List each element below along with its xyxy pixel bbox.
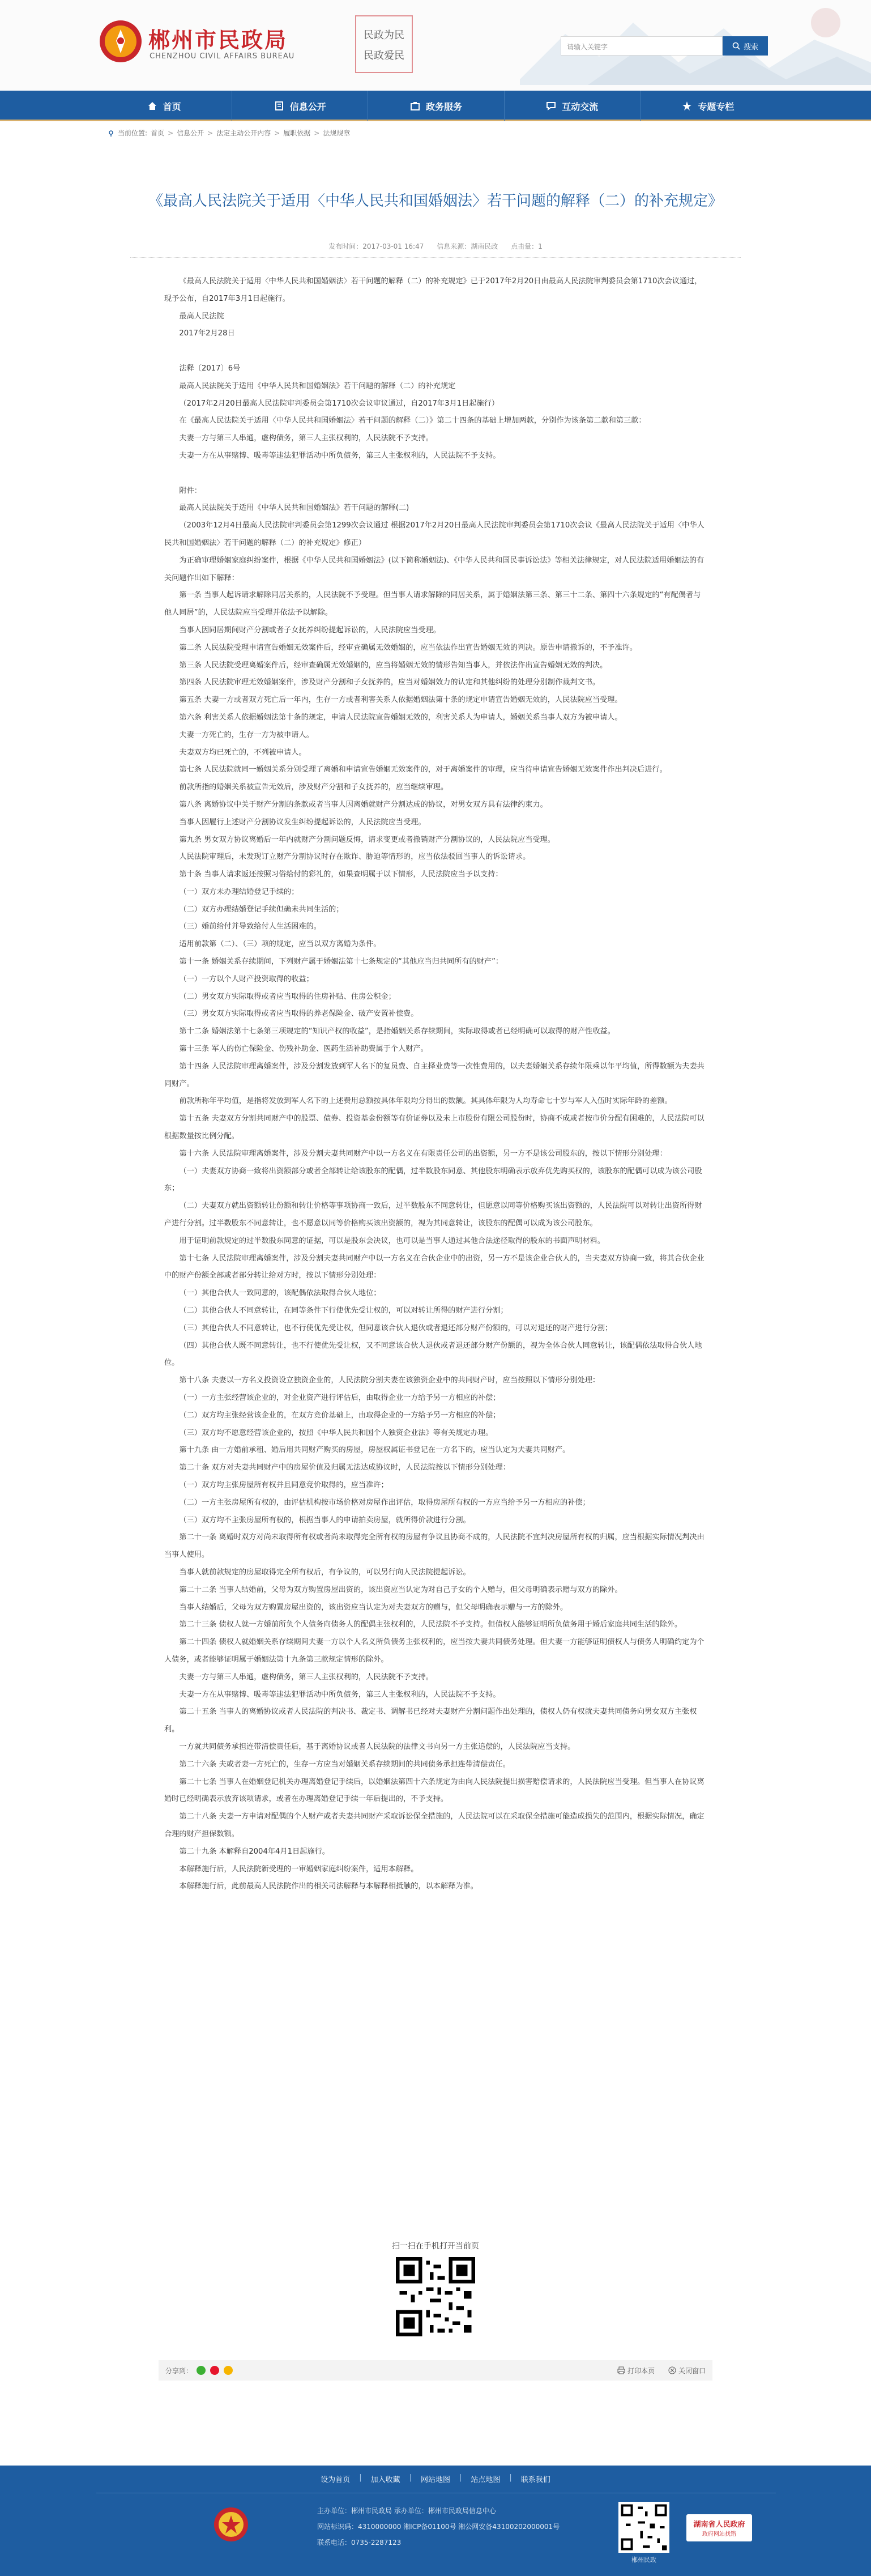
hits-count: 1 (538, 242, 543, 250)
breadcrumb-item-home[interactable]: 首页 (151, 129, 165, 137)
footer-host: 主办单位：郴州市民政局 承办单位：郴州市民政局信息中心 (317, 2507, 496, 2515)
breadcrumb-prefix: 当前位置: (118, 129, 148, 137)
article-paragraph: （一）一方以个人财产投资取得的收益； (179, 974, 314, 983)
nav-item-label: 专题专栏 (698, 101, 735, 112)
nav-item-home[interactable] (96, 91, 232, 121)
close-label: 关闭窗口 (678, 2366, 706, 2375)
breadcrumb-item-public[interactable]: 法定主动公开内容 (216, 129, 271, 137)
print-label: 打印本页 (627, 2366, 655, 2375)
article-toolbar (159, 2360, 712, 2381)
article-paragraph: 一方就共同债务承担连带清偿责任后，基于离婚协议或者人民法院的法律文书向另一方主张追偿的，人民法院应当支持。 (179, 1742, 575, 1751)
article-paragraph: 第八条 离婚协议中关于财产分割的条款或者当事人因离婚就财产分割达成的协议，对男女双方具有法律约束力。 (179, 800, 548, 809)
article-paragraph: （二）夫妻双方就出资额转让份额和转让价格等事项协商一致后，过半数股东不同意转让，但愿意以同等价格购买该出资额的，人民法院可以对转让出资所得财产进行分割。过半数股东不同意转让，也不愿意以同等价格购买该出资额的，视为其同意转让，该股东的配偶可以成为该公司股东。 (164, 1202, 702, 1228)
badge-top-text: 湖南省人民政府 (693, 2520, 745, 2529)
article-paragraph: （三）婚前给付并导致给付人生活困难的。 (179, 922, 321, 931)
footer-link-contact[interactable]: 联系我们 (520, 2476, 550, 2484)
site-footer (0, 2466, 871, 2576)
footer-link-sitemap[interactable]: 网站地图 (420, 2476, 450, 2484)
article-paragraph: 最高人民法院关于适用《中华人民共和国婚姻法》若干问题的解释(二) (179, 504, 409, 513)
qzone-share-icon[interactable] (223, 2365, 233, 2375)
chat-icon (546, 101, 556, 111)
article-paragraph: 夫妻一方在从事赌博、吸毒等违法犯罪活动中所负债务，第三人主张权利的，人民法院不予支持。 (179, 1690, 501, 1699)
footer-icp: 网站标识码：4310000000 湘ICP备01100号 湘公网安备43100202000001号 (317, 2523, 560, 2531)
breadcrumb (108, 128, 350, 138)
info-icon (274, 101, 284, 111)
article-paragraph: 第十四条 人民法院审理离婚案件，涉及分割发放到军人名下的复员费、自主择业费等一次性费用的，以夫妻婚姻关系存续年限乘以年平均值，所得数额为夫妻共同财产。 (164, 1062, 705, 1088)
hits-label: 点击量： (511, 242, 539, 250)
article-paragraph: 前款所指的婚姻关系被宣告无效后，涉及财产分割和子女抚养的，应当继续审理。 (179, 783, 449, 792)
article-paragraph: 人民法院审理后，未发现订立财产分割协议时存在欺诈、胁迫等情形的，应当依法驳回当事人的诉讼请求。 (179, 853, 531, 862)
article-paragraph: 第九条 男女双方协议离婚后一年内就财产分割问题反悔，请求变更或者撤销财产分割协议的，人民法院应当受理。 (179, 835, 555, 844)
article-paragraph: （三）双方均不愿意经营该企业的，按照《中华人民共和国个人独资企业法》等有关规定办理。 (179, 1428, 493, 1437)
meta-divider (130, 257, 741, 258)
article-paragraph: （二）双方办理结婚登记手续但确未共同生活的； (179, 905, 344, 914)
article-paragraph: 第二条 人民法院受理申请宣告婚姻无效案件后，经审查确属无效婚姻的，应当依法作出宣告婚姻无效的判决。原告申请撤诉的，不予准许。 (179, 643, 638, 652)
breadcrumb-separator: > (314, 129, 320, 137)
service-icon (410, 101, 420, 111)
article-paragraph: 第二十四条 债权人就婚姻关系存续期间夫妻一方以个人名义所负债务主张权利的，应当按夫妻共同债务处理。但夫妻一方能够证明债权人与债务人明确约定为个人债务，或者能够证明属于婚姻法第十九条第三款规定情形的除外。 (164, 1638, 705, 1664)
qr-title: 扫一扫在手机打开当前页 (392, 2242, 479, 2251)
svg-text:民政爱民: 民政爱民 (364, 50, 404, 62)
article-paragraph: （三）双方均不主张房屋所有权的，根据当事人的申请拍卖房屋，就所得价款进行分割。 (179, 1515, 471, 1525)
article-meta (108, 241, 763, 251)
breadcrumb-item-basis[interactable]: 履职依据 (283, 129, 311, 137)
article-paragraph: 当事人就前款规定的房屋取得完全所有权后，有争议的，可以另行向人民法院提起诉讼。 (179, 1568, 471, 1577)
breadcrumb-separator: > (207, 129, 214, 137)
article-paragraph: 第六条 利害关系人依据婚姻法第十条的规定，申请人民法院宣告婚姻无效的，利害关系人为申请人，婚姻关系当事人双方为被申请人。 (179, 713, 622, 722)
article-paragraph: 第二十六条 夫或者妻一方死亡的，生存一方应当对婚姻关系存续期间的共同债务承担连带清偿责任。 (179, 1760, 510, 1769)
breadcrumb-item-regulations[interactable]: 法规规章 (323, 129, 351, 137)
site-en-name: CHENZHOU CIVIL AFFAIRS BUREAU (150, 52, 295, 61)
source: 湖南民政 (471, 242, 498, 250)
article-paragraph: 第十三条 军人的伤亡保险金、伤残补助金、医药生活补助费属于个人财产。 (179, 1045, 428, 1054)
footer-link-separator: | (359, 2473, 362, 2482)
article-paragraph: 第五条 夫妻一方或者双方死亡后一年内，生存一方或者利害关系人依据婚姻法第十条的规定申请宣告婚姻无效的，人民法院应当受理。 (179, 696, 622, 705)
article-paragraph: 本解释施行后，此前最高人民法院作出的相关司法解释与本解释相抵触的，以本解释为准。 (179, 1882, 478, 1891)
article-paragraph: 第二十条 双方对夫妻共同财产中的房屋价值及归属无法达成协议时，人民法院按以下情形分别处理： (179, 1463, 510, 1472)
article-paragraph: （三）其他合伙人不同意转让，也不行使优先受让权，但同意该合伙人退伙或者退还部分财产份额的，可以对退还的财产进行分割； (179, 1323, 613, 1332)
site-name: 郴州市民政局 (148, 27, 288, 53)
wechat-share-icon[interactable] (196, 2365, 206, 2375)
search-input[interactable]: 请输入关键字 (561, 36, 723, 56)
footer-qr-code-icon (618, 2502, 669, 2553)
weibo-share-icon[interactable] (210, 2365, 220, 2375)
footer-link-separator: | (409, 2473, 412, 2482)
search-button[interactable] (723, 36, 768, 56)
article-paragraph: 当事人结婚后，父母为双方购置房屋出资的，该出资应当认定为对夫妻双方的赠与，但父母明确表示赠与一方的除外。 (179, 1603, 568, 1612)
article-paragraph: 第二十七条 当事人在婚姻登记机关办理离婚登记手续后，以婚姻法第四十六条规定为由向人民法院提出损害赔偿请求的，人民法院应当受理。但当事人在协议离婚时已经明确表示放弃该项请求，或者在办理离婚登记手续一年后提出的，不予支持。 (164, 1777, 705, 1804)
paragraph-spacer (164, 465, 708, 483)
article-paragraph: （2017年2月20日最高人民法院审判委员会第1710次会议审议通过，自2017年3月1日起施行） (179, 399, 499, 408)
breadcrumb-item-info[interactable]: 信息公开 (177, 129, 204, 137)
footer-qr-label: 郴州民政 (631, 2556, 656, 2564)
article-paragraph: 第二十八条 夫妻一方申请对配偶的个人财产或者夫妻共同财产采取诉讼保全措施的，人民法院可以在采取保全措施可能造成损失的范围内，根据实际情况，确定合理的财产担保数额。 (164, 1812, 705, 1838)
article-paragraph: 2017年2月28日 (179, 329, 235, 338)
main-nav (0, 91, 871, 121)
site-header (0, 0, 871, 91)
article-paragraph: 为正确审理婚姻家庭纠纷案件，根据《中华人民共和国婚姻法》(以下简称婚姻法)、《中华人民共和国民事诉讼法》等相关法律规定，对人民法院适用婚姻法的有关问题作出如下解释： (164, 556, 705, 582)
footer-link-favorite[interactable]: 加入收藏 (370, 2476, 400, 2484)
article-paragraph: 最高人民法院 (179, 312, 224, 321)
article-paragraph: 《最高人民法院关于适用〈中华人民共和国婚姻法〉若干问题的解释（二）的补充规定》已于2017年2月20日由最高人民法院审判委员会第1710次会议通过，现予公布，自2017年3月1日起施行。 (164, 277, 702, 303)
article-paragraph: 夫妻双方均已死亡的，不列被申请人。 (179, 748, 306, 757)
article-paragraph: 第十九条 由一方婚前承租、婚后用共同财产购买的房屋，房屋权属证书登记在一方名下的，应当认定为夫妻共同财产。 (179, 1446, 570, 1455)
nav-item-label: 互动交流 (562, 101, 599, 112)
footer-links (0, 2473, 871, 2484)
footer-link-homepage[interactable]: 设为首页 (321, 2476, 351, 2484)
source-label: 信息来源： (437, 242, 471, 250)
nav-item-info[interactable] (232, 91, 368, 121)
article-paragraph: 第二十九条 本解释自2004年4月1日起施行。 (179, 1847, 330, 1856)
search-button-label: 搜索 (743, 42, 758, 52)
gov-error-report-badge[interactable] (686, 2514, 752, 2541)
article-paragraph: 第二十三条 债权人就一方婚前所负个人债务向债务人的配偶主张权利的，人民法院不予支持。但债权人能够证明所负债务用于婚后家庭共同生活的除外。 (179, 1620, 682, 1629)
svg-text:民政为民: 民政为民 (364, 29, 404, 41)
footer-info (317, 2503, 634, 2551)
article-paragraph: （2003年12月4日最高人民法院审判委员会第1299次会议通过 根据2017年2月20日最高人民法院审判委员会第1710次会议《最高人民法院关于适用〈中华人民共和国婚姻法〉若干问题的解释（二）的补充规定》修正） (164, 521, 705, 547)
article-paragraph: 第三条 人民法院受理离婚案件后，经审查确属无效婚姻的，应当将婚姻无效的情形告知当事人，并依法作出宣告婚姻无效的判决。 (179, 661, 608, 670)
mobile-qr-code-icon (396, 2257, 475, 2336)
close-icon (668, 2366, 676, 2374)
article-paragraph: 夫妻一方死亡的，生存一方为被申请人。 (179, 730, 314, 739)
article-paragraph: （三）男女双方实际取得或者应当取得的养老保险金、破产安置补偿费。 (179, 1010, 419, 1019)
nav-item-topics[interactable] (641, 91, 776, 121)
article-paragraph: 第十一条 婚姻关系存续期间，下列财产属于婚姻法第十七条规定的“其他应当归共同所有的财产”： (179, 957, 503, 966)
article-paragraph: （一）夫妻双方协商一致将出资额部分或者全部转让给该股东的配偶，过半数股东同意、其他股东明确表示放弃优先购买权的，该股东的配偶可以成为该公司股东； (164, 1166, 702, 1193)
article-paragraph: （二）男女双方实际取得或者应当取得的住房补贴、住房公积金； (179, 992, 396, 1001)
share-label: 分享到： (165, 2366, 193, 2375)
article-paragraph: 第二十一条 离婚时双方对尚未取得所有权或者尚未取得完全所有权的房屋有争议且协商不成的，人民法院不宜判决房屋所有权的归属，应当根据实际情况判决由当事人使用。 (164, 1533, 705, 1560)
mobile-qr-section (108, 2240, 763, 2338)
publish-time-label: 发布时间： (328, 242, 363, 250)
article-paragraph: （一）双方未办理结婚登记手续的； (179, 887, 299, 896)
article-paragraph: 第十六条 人民法院审理离婚案件，涉及分割夫妻共同财产中以一方名义在有限责任公司的出资额，另一方不是该公司股东的，按以下情形分别处理： (179, 1149, 667, 1158)
nav-item-service[interactable] (368, 91, 504, 121)
article-paragraph: 第一条 当事人起诉请求解除同居关系的，人民法院不予受理。但当事人请求解除的同居关系，属于婚姻法第三条、第三十二条、第四十六条规定的“有配偶者与他人同居”的，人民法院应当受理并依法予以解除。 (164, 591, 701, 618)
article-container (108, 147, 763, 2464)
footer-link-separator: | (509, 2473, 512, 2482)
article-paragraph: 第七条 人民法院就同一婚姻关系分别受理了离婚和申请宣告婚姻无效案件的，对于离婚案件的审理，应当待申请宣告婚姻无效案件作出判决后进行。 (179, 765, 667, 774)
article-paragraph: 第十七条 人民法院审理离婚案件，涉及分割夫妻共同财产中以一方名义在合伙企业中的出资，另一方不是该企业合伙人的，当夫妻双方协商一致，将其合伙企业中的财产份额全部或者部分转让给对方时，按以下情形分别处理： (164, 1254, 705, 1280)
article-paragraph: （一）其他合伙人一致同意的，该配偶依法取得合伙人地位； (179, 1289, 381, 1298)
location-icon (108, 130, 114, 137)
nav-item-label: 政务服务 (426, 101, 463, 112)
article-paragraph: 附件： (179, 486, 202, 495)
print-icon (617, 2366, 625, 2374)
article-paragraph: 当事人因履行上述财产分割协议发生纠纷提起诉讼的，人民法院应当受理。 (179, 817, 426, 827)
article-paragraph: 本解释施行后，人民法院新受理的一审婚姻家庭纠纷案件，适用本解释。 (179, 1864, 419, 1874)
breadcrumb-separator: > (168, 129, 174, 137)
article-paragraph: 第二十二条 当事人结婚前，父母为双方购置房屋出资的，该出资应当认定为对自己子女的个人赠与，但父母明确表示赠与双方的除外。 (179, 1585, 622, 1594)
article-paragraph: 第二十五条 当事人的离婚协议或者人民法院的判决书、裁定书、调解书已经对夫妻财产分割问题作出处理的，债权人仍有权就夫妻共同债务向男女双方主张权利。 (164, 1708, 697, 1734)
article-paragraph: 最高人民法院关于适用《中华人民共和国婚姻法》若干问题的解释（二）的补充规定 (179, 381, 456, 390)
article-paragraph: 适用前款第（二）、（三）项的规定，应当以双方离婚为条件。 (179, 940, 381, 949)
paragraph-spacer (164, 343, 708, 360)
article-paragraph: （四）其他合伙人既不同意转让，也不行使优先受让权，又不同意该合伙人退伙或者退还部分财产份额的，视为全体合伙人同意转让，该配偶依法取得合伙人地位。 (164, 1341, 702, 1368)
article-paragraph: 夫妻一方在从事赌博、吸毒等违法犯罪活动中所负债务，第三人主张权利的，人民法院不予支持。 (179, 451, 501, 460)
article-paragraph: 第十八条 夫妻以一方名义投资设立独资企业的，人民法院分割夫妻在该独资企业中的共同财产时，应当按照以下情形分别处理： (179, 1376, 600, 1385)
nav-item-interaction[interactable] (505, 91, 641, 121)
publish-time: 2017-03-01 16:47 (362, 242, 424, 250)
close-window-button[interactable] (668, 2366, 706, 2375)
article-paragraph: （二）一方主张房屋所有权的，由评估机构按市场价格对房屋作出评估，取得房屋所有权的一方应当给予另一方相应的补偿； (179, 1498, 590, 1507)
article-paragraph: 用于证明前款规定的过半数股东同意的证据，可以是股东会决议，也可以是当事人通过其他合法途径取得的股东的书面声明材料。 (179, 1236, 605, 1245)
article-paragraph: 第十二条 婚姻法第十七条第三项规定的“知识产权的收益”，是指婚姻关系存续期间，实际取得或者已经明确可以取得的财产性收益。 (179, 1027, 615, 1036)
government-emblem-icon[interactable] (213, 2506, 249, 2543)
article-paragraph: 第十五条 夫妻双方分割共同财产中的股票、债券、投资基金份额等有价证券以及未上市股份有限公司股份时，协商不成或者按市价分配有困难的，人民法院可以根据数量按比例分配。 (164, 1114, 705, 1141)
print-button[interactable] (617, 2366, 655, 2375)
search-icon (732, 42, 740, 50)
article-paragraph: （一）双方均主张房屋所有权并且同意竞价取得的，应当准许； (179, 1480, 388, 1489)
article-paragraph: 在《最高人民法院关于适用〈中华人民共和国婚姻法〉若干问题的解释（二）》第二十四条的基础上增加两款，分别作为该条第二款和第三款： (179, 416, 646, 425)
article-paragraph: 第十条 当事人请求返还按照习俗给付的彩礼的，如果查明属于以下情形，人民法院应当予以支持： (179, 870, 503, 879)
slogan-seal-icon (350, 10, 418, 78)
article-paragraph: （二）其他合伙人不同意转让，在同等条件下行使优先受让权的，可以对转让所得的财产进行分割； (179, 1306, 508, 1315)
article-paragraph: （一）一方主张经营该企业的，对企业资产进行评估后，由取得企业一方给予另一方相应的补偿； (179, 1394, 501, 1402)
nav-item-label: 信息公开 (289, 101, 326, 112)
footer-link-site-map[interactable]: 站点地图 (471, 2476, 501, 2484)
badge-bottom-text: 政府网站找错 (702, 2531, 736, 2537)
breadcrumb-separator: > (274, 129, 280, 137)
article-paragraph: 法释〔2017〕6号 (179, 364, 241, 373)
article-title: 《最高人民法院关于适用〈中华人民共和国婚姻法〉若干问题的解释（二）的补充规定》 (148, 193, 723, 210)
article-paragraph: 前款所称年平均值，是指将发放到军人名下的上述费用总额按具体年限均分得出的数额。其具体年限为人均寿命七十岁与军人入伍时实际年龄的差额。 (179, 1097, 672, 1106)
article-paragraph: （二）双方均主张经营该企业的，在双方竞价基础上，由取得企业的一方给予另一方相应的补偿； (179, 1411, 501, 1420)
home-icon (147, 101, 157, 111)
article-paragraph: 夫妻一方与第三人串通，虚构债务，第三人主张权利的，人民法院不予支持。 (179, 434, 433, 443)
footer-contact: 联系电话：0735-2287123 (317, 2539, 402, 2547)
topic-icon (682, 101, 692, 111)
article-paragraph: 当事人因同居期间财产分割或者子女抚养纠纷提起诉讼的，人民法院应当受理。 (179, 625, 441, 635)
article-paragraph: 第四条 人民法院审理无效婚姻案件，涉及财产分割和子女抚养的，应当对婚姻效力的认定和其他纠纷的处理分别制作裁判文书。 (179, 678, 600, 687)
article-paragraph: 夫妻一方与第三人串通，虚构债务，第三人主张权利的，人民法院不予支持。 (179, 1672, 433, 1681)
article-body (164, 273, 708, 1896)
footer-link-separator: | (459, 2473, 462, 2482)
bureau-logo-icon (99, 19, 143, 63)
nav-item-label: 首页 (163, 101, 181, 112)
